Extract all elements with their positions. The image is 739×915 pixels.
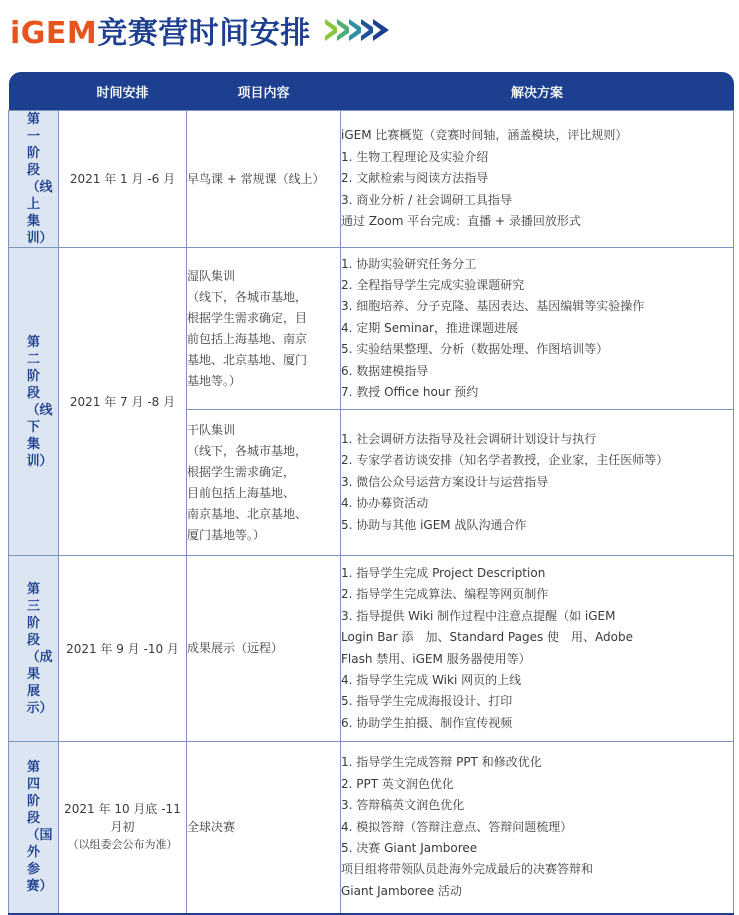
content-cell: 成果展示（远程） bbox=[187, 556, 341, 742]
solution-cell: 1. 指导学生完成 Project Description 2. 指导学生完成算法、编程等网页制作 3. 指导提供 Wiki 制作过程中注意点提醒（如 iGEM Login Bar 添 加、Standard Pages 使 用、Adobe Flash 禁用、iGEM 服务器使用等） 4. 指导学生完成 Wiki 网页的上线 5. 指导学生完成海报设计、打印 6. 协助学生拍摄、制作宣传视频 bbox=[341, 556, 734, 742]
content-cell: 早鸟课 + 常规课（线上） bbox=[187, 111, 341, 248]
title-brand: iGEM bbox=[10, 16, 98, 51]
content-cell: 全球决赛 bbox=[187, 742, 341, 914]
table-row bbox=[9, 248, 734, 410]
solution-cell: iGEM 比赛概览（竞赛时间轴，涵盖模块，评比规则） 1. 生物工程理论及实验介绍 2. 文献检索与阅读方法指导 3. 商业分析 / 社会调研工具指导 通过 Zoom 平台完成：直播 + 录播回放形式 bbox=[341, 111, 734, 248]
header-solution: 解决方案 bbox=[341, 72, 734, 111]
table-row bbox=[9, 111, 734, 248]
stage-label: 第一阶段（线上集训） bbox=[9, 111, 59, 248]
content-cell: 湿队集训 （线下，各城市基地， 根据学生需求确定，目 前包括上海基地、南京 基地、北京基地、厦门 基地等。） bbox=[187, 248, 341, 410]
solution-cell: 1. 协助实验研究任务分工 2. 全程指导学生完成实验课题研究 3. 细胞培养、分子克隆、基因表达、基因编辑等实验操作 4. 定期 Seminar，推进课题进展 5. 实验结果整理、分析（数据处理、作图培训等） 6. 数据建模指导 7. 教授 Office hour 预约 bbox=[341, 248, 734, 410]
stage-label: 第四阶段（国外参赛） bbox=[9, 742, 59, 914]
header-content: 项目内容 bbox=[187, 72, 341, 111]
header-stage bbox=[9, 72, 59, 111]
page-header bbox=[10, 8, 389, 52]
stage-time: 2021 年 9 月 -10 月 bbox=[59, 556, 187, 742]
chevron-arrows-icon bbox=[329, 19, 389, 41]
table-row bbox=[9, 742, 734, 914]
stage-time: 2021 年 7 月 -8 月 bbox=[59, 248, 187, 556]
stage-label: 第三阶段（成果展示） bbox=[9, 556, 59, 742]
stage-time: 2021 年 1 月 -6 月 bbox=[59, 111, 187, 248]
stage-time-text: 2021 年 10 月底 -11 月初 bbox=[64, 802, 181, 835]
stage-label: 第二阶段（线下集训） bbox=[9, 248, 59, 556]
page-title bbox=[10, 8, 311, 52]
stage-time-note: （以组委会公布为准） bbox=[67, 838, 178, 852]
table-header-row bbox=[9, 72, 734, 111]
schedule-table bbox=[8, 72, 734, 915]
title-text: 竞赛营时间安排 bbox=[97, 16, 311, 51]
solution-cell: 1. 社会调研方法指导及社会调研计划设计与执行 2. 专家学者访谈安排（知名学者教授，企业家，主任医师等） 3. 微信公众号运营方案设计与运营指导 4. 协办募资活动 5. 协助与其他 iGEM 战队沟通合作 bbox=[341, 410, 734, 556]
header-time: 时间安排 bbox=[59, 72, 187, 111]
content-cell: 干队集训 （线下，各城市基地， 根据学生需求确定， 目前包括上海基地、 南京基地、北京基地、 厦门基地等。） bbox=[187, 410, 341, 556]
table-row bbox=[9, 556, 734, 742]
stage-time bbox=[59, 742, 187, 914]
solution-cell: 1. 指导学生完成答辩 PPT 和修改优化 2. PPT 英文润色优化 3. 答辩稿英文润色优化 4. 模拟答辩（答辩注意点、答辩问题梳理） 5. 决赛 Giant Jamboree 项目组将带领队员赴海外完成最后的决赛答辩和 Giant Jamboree 活动 bbox=[341, 742, 734, 914]
